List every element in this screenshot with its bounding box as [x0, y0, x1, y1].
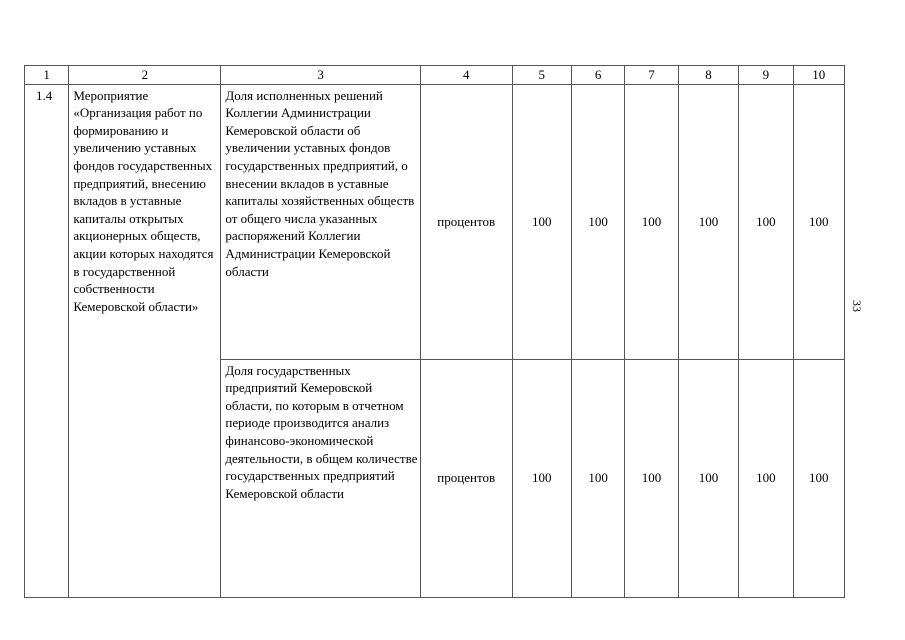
unit-cell: процентов [420, 84, 512, 359]
value-cell: 100 [678, 359, 738, 597]
value-cell: 100 [571, 84, 624, 359]
header-cell: 7 [625, 66, 678, 85]
value-cell: 100 [512, 359, 571, 597]
table-row [25, 84, 845, 359]
indicator-cell: Доля государственных предприятий Кемеровской области, по которым в отчетном периоде производится анализ финансово-экономической деятельности, в общем количестве государственных предприятий Кемеровской области [221, 359, 420, 597]
header-cell: 2 [69, 66, 221, 85]
value-cell: 100 [625, 84, 678, 359]
value-cell: 100 [625, 359, 678, 597]
indicators-table [24, 65, 845, 598]
header-cell: 4 [420, 66, 512, 85]
header-cell: 10 [793, 66, 844, 85]
value-cell: 100 [739, 84, 793, 359]
value-cell: 100 [793, 359, 844, 597]
item-number-cell: 1.4 [25, 84, 69, 597]
indicator-cell: Доля исполненных решений Коллегии Администрации Кемеровской области об увеличении уставных фондов государственных предприятий, о внесении вкладов в уставные капиталы хозяйственных обществ от общего числа указанных распоряжений Коллегии Администрации Кемеровской области [221, 84, 420, 359]
value-cell: 100 [512, 84, 571, 359]
value-cell: 100 [739, 359, 793, 597]
value-cell: 100 [793, 84, 844, 359]
page-number: 33 [850, 300, 864, 312]
activity-cell: Мероприятие «Организация работ по формированию и увеличению уставных фондов государственных предприятий, внесению вкладов в уставные капиталы открытых акционерных обществ, акции которых находятся в государственной собственности Кемеровской области» [69, 84, 221, 597]
header-cell: 8 [678, 66, 738, 85]
header-cell: 3 [221, 66, 420, 85]
unit-cell: процентов [420, 359, 512, 597]
header-cell: 6 [571, 66, 624, 85]
header-cell: 9 [739, 66, 793, 85]
value-cell: 100 [678, 84, 738, 359]
header-cell: 5 [512, 66, 571, 85]
header-row [25, 66, 845, 85]
header-cell: 1 [25, 66, 69, 85]
value-cell: 100 [571, 359, 624, 597]
